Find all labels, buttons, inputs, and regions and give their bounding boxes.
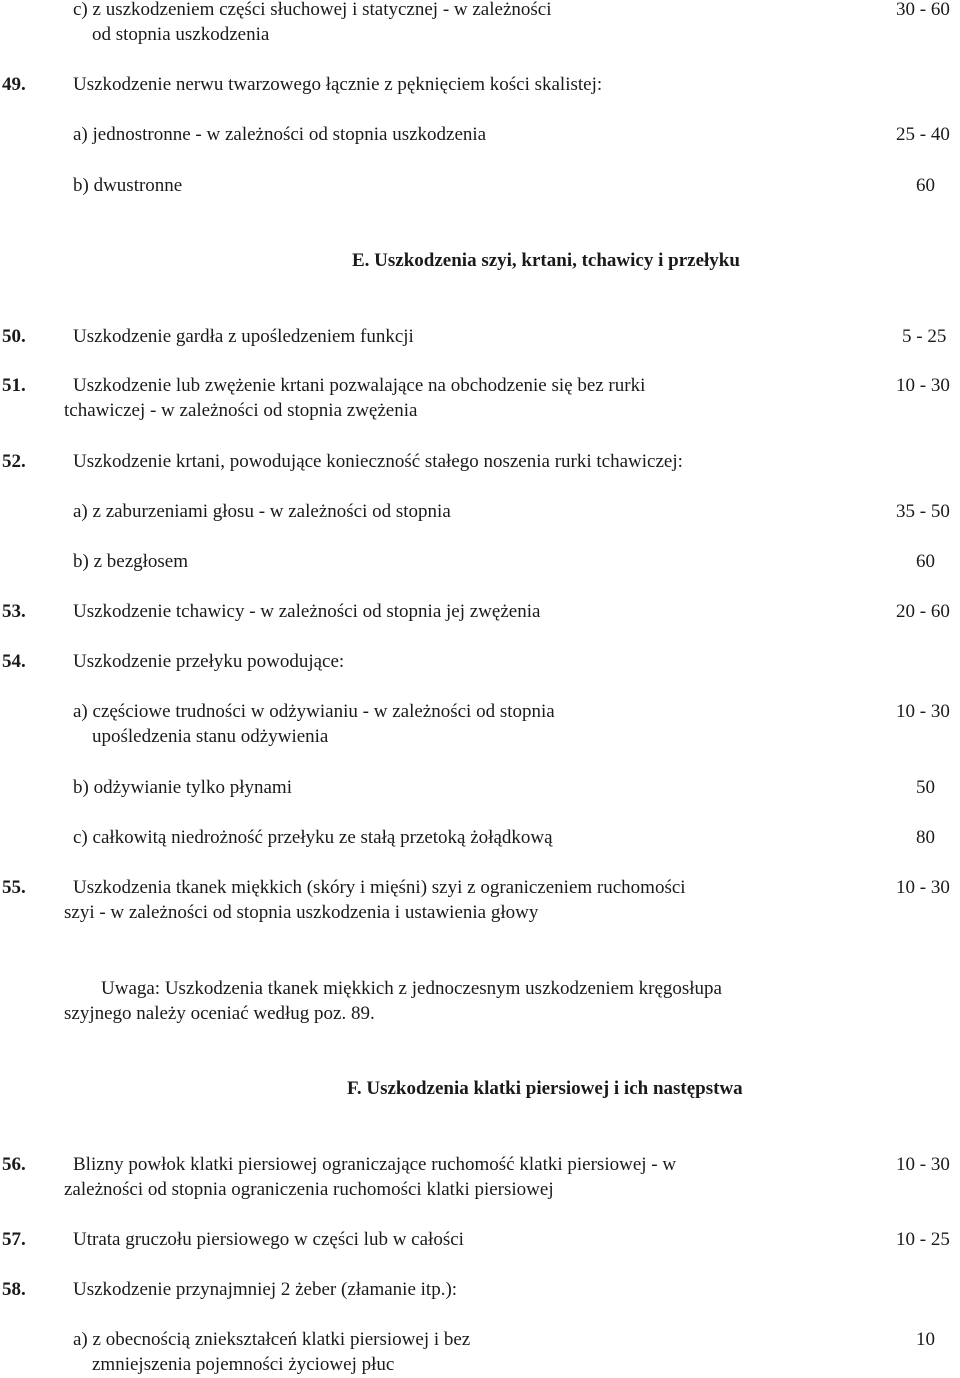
item-49a-text: a) jednostronne - w zależności od stopnia uszkodzenia [73,124,487,145]
item-50-number: 50. [2,326,26,347]
item-51-line1: Uszkodzenie lub zwężenie krtani pozwalające na obchodzenie się bez rurki [73,375,646,396]
item-c-hearing-line2: od stopnia uszkodzenia [92,24,270,45]
item-58a-line2: zmniejszenia pojemności życiowej płuc [92,1354,395,1375]
item-54a-value: 10 - 30 [896,701,950,722]
item-c-hearing-value: 30 - 60 [896,0,950,20]
item-51-number: 51. [2,375,26,396]
item-57-value: 10 - 25 [896,1229,950,1250]
item-53-text: Uszkodzenie tchawicy - w zależności od stopnia jej zwężenia [73,601,541,622]
item-58-number: 58. [2,1279,26,1300]
item-54-number: 54. [2,651,26,672]
item-54-text: Uszkodzenie przełyku powodujące: [73,651,345,672]
item-49b-text: b) dwustronne [73,175,183,196]
section-f-heading: F. Uszkodzenia klatki piersiowej i ich następstwa [347,1078,743,1099]
item-56-line2: zależności od stopnia ograniczenia ruchomości klatki piersiowej [64,1179,554,1200]
item-49b-value: 60 [916,175,935,196]
item-57-text: Utrata gruczołu piersiowego w części lub w całości [73,1229,464,1250]
item-c-hearing-line1: c) z uszkodzeniem części słuchowej i statycznej - w zależności [73,0,552,20]
item-52-number: 52. [2,451,26,472]
item-56-number: 56. [2,1154,26,1175]
item-54c-value: 80 [916,827,935,848]
item-52a-value: 35 - 50 [896,501,950,522]
item-53-value: 20 - 60 [896,601,950,622]
item-58a-line1: a) z obecnością zniekształceń klatki piersiowej i bez [73,1329,471,1350]
item-51-line2: tchawiczej - w zależności od stopnia zwężenia [64,400,418,421]
item-55-number: 55. [2,877,26,898]
item-55-line1: Uszkodzenia tkanek miękkich (skóry i mięśni) szyi z ograniczeniem ruchomości [73,877,686,898]
item-55-value: 10 - 30 [896,877,950,898]
item-52a-text: a) z zaburzeniami głosu - w zależności od stopnia [73,501,451,522]
item-52-text: Uszkodzenie krtani, powodujące konieczność stałego noszenia rurki tchawiczej: [73,451,683,472]
section-e-heading: E. Uszkodzenia szyi, krtani, tchawicy i przełyku [352,250,740,271]
item-52b-text: b) z bezgłosem [73,551,189,572]
item-49-text: Uszkodzenie nerwu twarzowego łącznie z pęknięciem kości skalistej: [73,74,603,95]
item-54b-text: b) odżywianie tylko płynami [73,777,292,798]
item-57-number: 57. [2,1229,26,1250]
item-58a-value: 10 [916,1329,935,1350]
item-54a-line1: a) częściowe trudności w odżywianiu - w zależności od stopnia [73,701,555,722]
item-53-number: 53. [2,601,26,622]
item-52b-value: 60 [916,551,935,572]
note-line1: Uwaga: Uszkodzenia tkanek miękkich z jednoczesnym uszkodzeniem kręgosłupa [101,978,722,999]
item-54a-line2: upośledzenia stanu odżywienia [92,726,329,747]
item-54b-value: 50 [916,777,935,798]
item-50-value: 5 - 25 [902,326,947,347]
item-54c-text: c) całkowitą niedrożność przełyku ze stałą przetoką żołądkową [73,827,553,848]
item-56-line1: Blizny powłok klatki piersiowej ograniczające ruchomość klatki piersiowej - w [73,1154,677,1175]
item-58-text: Uszkodzenie przynajmniej 2 żeber (złamanie itp.): [73,1279,458,1300]
item-50-text: Uszkodzenie gardła z upośledzeniem funkcji [73,326,414,347]
item-49a-value: 25 - 40 [896,124,950,145]
note-line2: szyjnego należy oceniać według poz. 89. [64,1003,375,1024]
item-51-value: 10 - 30 [896,375,950,396]
item-49-number: 49. [2,74,26,95]
item-55-line2: szyi - w zależności od stopnia uszkodzenia i ustawienia głowy [64,902,539,923]
item-56-value: 10 - 30 [896,1154,950,1175]
